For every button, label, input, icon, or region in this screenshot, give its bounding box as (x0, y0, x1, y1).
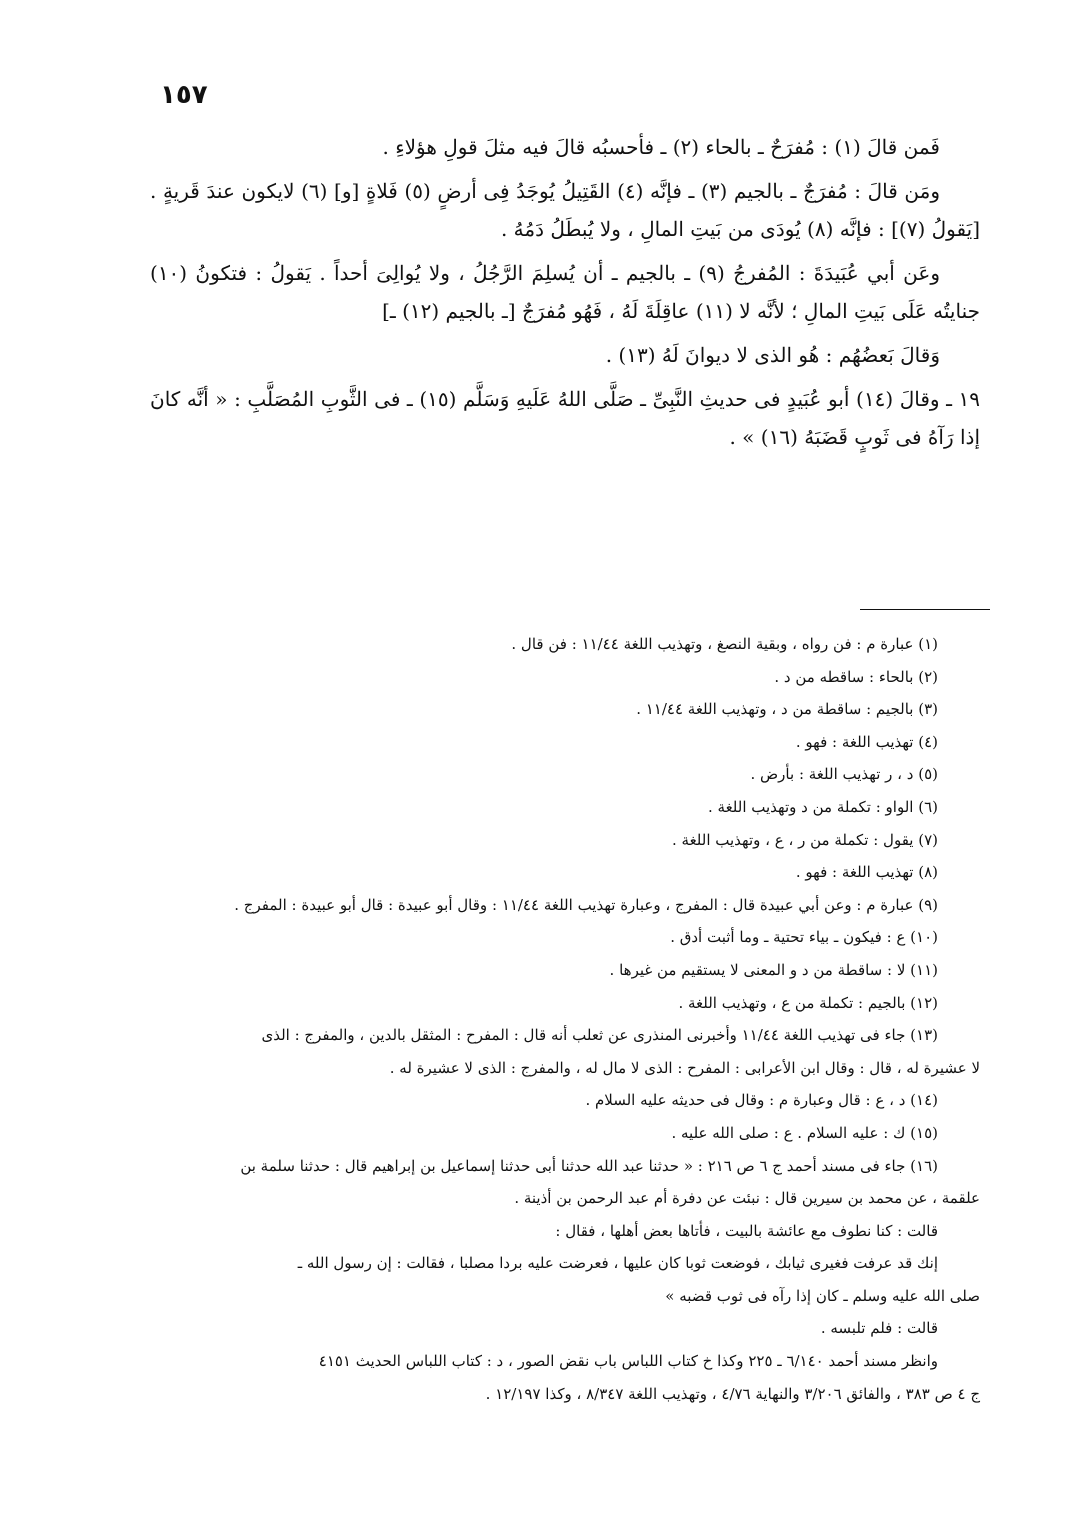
footnote-line: قالت : فلم تلبسه . (820, 1319, 938, 1338)
main-paragraph: وعَن أبي عُبَيدَةَ : المُفرجُ (٩) ـ بالجيم ـ أن يُسلِمَ الرَّجُلُ ، ولا يُوالِىَ أحداً . يَقولُ : فتكونُ (١٠) جنايتُه عَلَى بَيتِ المالِ ؛ لأنَّه لا (١١) عاقِلَةَ لَهُ ، فَهُو مُفرَجٌ [ـ بالجيم (١٢) ـ] (150, 261, 980, 323)
main-paragraph: فَمن قالَ (١) : مُفرَحٌ ـ بالحاء (٢) ـ فأحسبُه قالَ فيه مثلَ قولِ هؤلاءِ . (382, 135, 940, 159)
footnote-line: (١٢) بالجيم : تكملة من ع ، وتهذيب اللغة . (678, 993, 938, 1012)
footnote-line: وانظر مسند أحمد ٦/١٤٠ ـ ٢٢٥ وكذا خ كتاب اللباس باب نقض الصور ، د : كتاب اللباس الحديث ٤١٥١ (318, 1352, 938, 1371)
footnote-line: (١٠) ع : فيكون ـ بياء تحتية ـ وما أثبت أدق . (670, 928, 938, 947)
footnote-line: ج ٤ ص ٣٨٣ ، والفائق ٣/٢٠٦ والنهاية ٤/٧٦ ، وتهذيب اللغة ٨/٣٤٧ ، وكذا ١٢/١٩٧ . (485, 1384, 980, 1403)
footnote-line: (١١) لا : ساقطة من د و المعنى لا يستقيم من غيرها . (609, 960, 938, 979)
main-paragraph: وَقالَ بَعضُهُم : هُو الذى لا ديوانَ لَهُ (١٣) . (605, 343, 940, 367)
footnote-line: (٢) بالحاء : ساقطه من د . (774, 667, 938, 686)
footnote-line: (١) عبارة م : فن رواه ، وبقية النصغ ، وتهذيب اللغة ١١/٤٤ : فن قال . (511, 635, 938, 653)
main-text (150, 128, 980, 462)
footnote-line: قالت : كنا نطوف مع عائشة بالبيت ، فأتاها بعض أهلها ، فقال : (555, 1221, 938, 1240)
page-number: ١٥٧ (160, 80, 208, 110)
footnote-line: (٧) يقول : تكملة من ر ، ع ، وتهذيب اللغة . (671, 830, 938, 849)
footnote-line: (٥) د ، ر تهذيب اللغة : بأرض . (750, 765, 938, 784)
footnote-line: (٤) تهذيب اللغة : فهو . (795, 732, 938, 751)
footnote-line: (٦) الواو : تكملة من د وتهذيب اللغة . (707, 797, 938, 816)
footnote-line: إنك قد عرفت فغيرى ثيابك ، فوضعت ثوبا كان عليها ، فعرضت عليه بردا مصلبا ، فقالت : إن رسول الله ـ (297, 1254, 938, 1273)
footnote-line: (٩) عبارة م : وعن أبي عبيدة قال : المفرج ، وعبارة تهذيب اللغة ١١/٤٤ : وقال أبو عبيدة : قال أبو عبيدة : المفرج . (234, 895, 938, 914)
footnote-line: لا عشيرة له ، قال : وقال ابن الأعرابى : المفرح : الذى لا مال له ، والمفرج : الذى لا عشيرة له . (389, 1058, 980, 1077)
main-paragraph: ومَن قالَ : مُفرَجٌ ـ بالجيم (٣) ـ فإنَّه (٤) القَتِيلُ يُوجَدُ فِى أرضٍ (٥) فَلاةٍ [و] (٦) لايكون عندَ قَريةٍ . [يَقولُ (٧)] : فإنَّه (٨) يُودَى من بَيتِ المالِ ، ولا يُبطَلُ دَمُهُ . (150, 179, 980, 241)
footnote-line: (١٦) جاء فى مسند أحمد ج ٦ ص ٢١٦ : « حدثنا عبد الله حدثنا أبى حدثنا إسماعيل بن إبراهيم قال : حدثنا سلمة بن (240, 1156, 938, 1175)
main-paragraph: ١٩ ـ وقالَ (١٤) أبو عُبَيدٍ فى حديثِ النَّبِىِّ ـ صَلَّى اللهُ عَلَيهِ وَسَلَّم (١٥) ـ فى الثَّوبِ المُصَلَّبِ : « أنَّه كانَ إذا رَآهُ فى ثَوبٍ قَضَبَهُ (١٦) » . (150, 387, 981, 449)
footnote-line: (١٥) ك : عليه السلام . ع : صلى الله عليه . (671, 1123, 938, 1142)
footnote-line: صلى الله عليه وسلم ـ كان إذا رآه فى ثوب قضبه » (665, 1286, 980, 1305)
footnote-line: (١٤) د ، ع : قال وعبارة م : وقال فى حديثه عليه السلام . (585, 1091, 938, 1110)
footnote-line: (١٣) جاء فى تهذيب اللغة ١١/٤٤ وأخبرنى المنذرى عن ثعلب أنه قال : المفرح : المثقل بالدين ، والمفرج : الذى (261, 1026, 938, 1045)
footnote-line: (٣) بالجيم : ساقطة من د ، وتهذيب اللغة ١١/٤٤ . (636, 700, 938, 719)
footnote-divider (860, 609, 990, 610)
footnote-line: علقمة ، عن محمد بن سيرين قال : نبئت عن دفرة أم عبد الرحمن بن أذينة . (514, 1189, 980, 1208)
footnotes (150, 628, 980, 1410)
footnote-line: (٨) تهذيب اللغة : فهو . (795, 863, 938, 882)
